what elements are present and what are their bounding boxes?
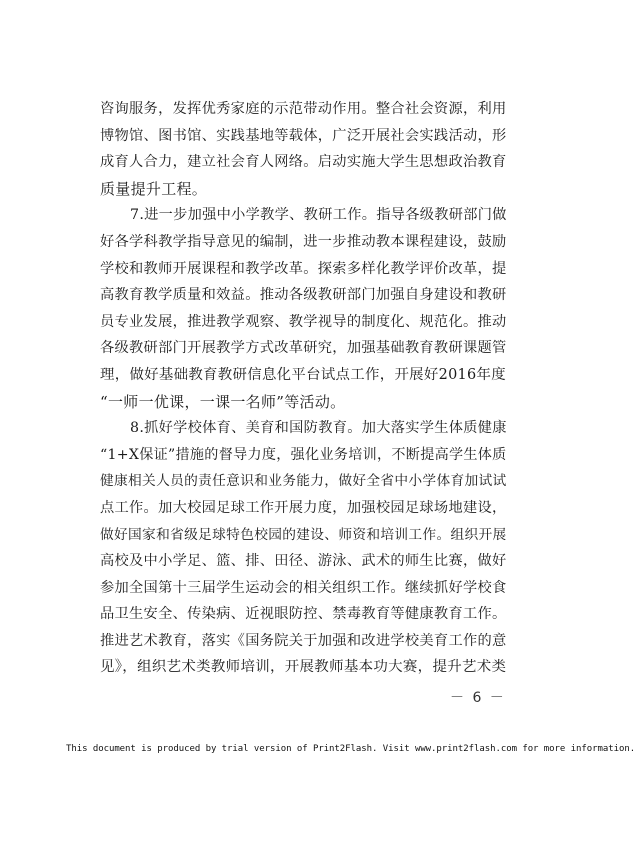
trial-watermark-notice: This document is produced by trial version of Print2Flash. Visit www.print2flash.com for more information.	[66, 744, 636, 754]
section-7-heading-line: 7.进一步加强中小学教学、教研工作。指导各级教研部门做	[130, 207, 507, 224]
document-body	[100, 96, 506, 681]
section-8-heading-line: 8.抓好学校体育、美育和国防教育。加大落实学生体质健康	[130, 420, 507, 437]
body-line: 员专业发展，推进教学观察、教学视导的制度化、规范化。推动	[100, 313, 507, 330]
body-line: 质量提升工程。	[100, 179, 208, 198]
page-number: － 6 －	[450, 690, 506, 706]
body-line: 做好国家和省级足球特色校园的建设、师资和培训工作。组织开展	[100, 526, 507, 543]
body-line: “一师一优课，一课一名师”等活动。	[100, 392, 346, 411]
body-line: 健康相关人员的责任意识和业务能力，做好全省中小学体育加试试	[100, 473, 507, 490]
body-line: 成育人合力，建立社会育人网络。启动实施大学生思想政治教育	[100, 154, 507, 171]
body-line: 博物馆、图书馆、实践基地等载体，广泛开展社会实践活动，形	[100, 127, 507, 144]
body-line: 咨询服务，发挥优秀家庭的示范带动作用。整合社会资源，利用	[100, 101, 507, 117]
body-line: 学校和教师开展课程和教学改革。探索多样化教学评价改革，提	[100, 260, 507, 277]
body-line: 高教育教学质量和效益。推动各级教研部门加强自身建设和教研	[100, 287, 507, 304]
body-line: 高校及中小学足、篮、排、田径、游泳、武术的师生比赛，做好	[100, 553, 507, 570]
body-line: “1+X保证”措施的督导力度，强化业务培训，不断提高学生体质	[100, 446, 507, 463]
body-line: 好各学科教学指导意见的编制，进一步推动教本课程建设，鼓励	[100, 233, 507, 250]
body-line: 见》，组织艺术类教师培训，开展教师基本功大赛，提升艺术类	[100, 659, 507, 676]
body-line: 点工作。加大校园足球工作开展力度，加强校园足球场地建设，	[100, 499, 507, 516]
body-line: 各级教研部门开展教学方式改革研究，加强基础教育教研课题管	[100, 340, 507, 357]
body-line: 品卫生安全、传染病、近视眼防控、禁毒教育等健康教育工作。	[100, 606, 507, 623]
body-line: 参加全国第十三届学生运动会的相关组织工作。继续抓好学校食	[100, 579, 507, 596]
body-line: 理，做好基础教育教研信息化平台试点工作，开展好2016年度	[100, 366, 506, 383]
body-line: 推进艺术教育，落实《国务院关于加强和改进学校美育工作的意	[100, 632, 507, 649]
